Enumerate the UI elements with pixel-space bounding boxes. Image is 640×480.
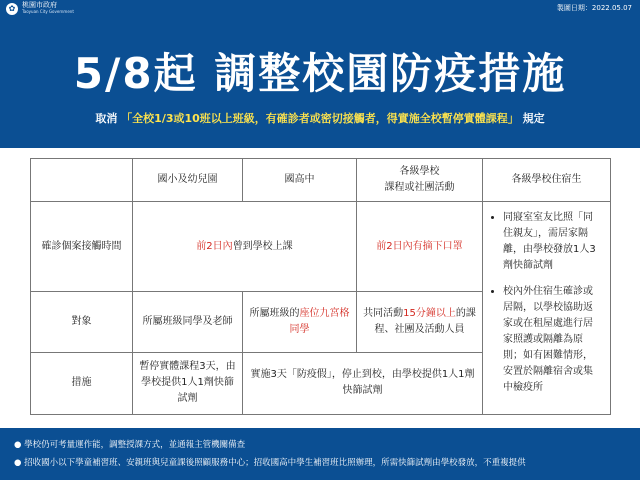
footer-note-2: ● 招收國小以下學童補習班、安親班與兒童課後照顧服務中心；招收國高中學生補習班比照辦理，所需快篩試劑由學校發放，不重複提供 <box>14 458 526 468</box>
org-name: 桃園市政府 <box>22 1 57 9</box>
contact-red-1: 前2日內 <box>196 240 233 252</box>
org-name-en: Taoyuan City Government <box>22 9 74 14</box>
header-secondary: 國高中 <box>243 159 357 202</box>
page-title: 5/8起 調整校園防疫措施 <box>73 49 567 98</box>
target-c2-prefix: 所屬班級的 <box>249 308 300 320</box>
dorm-item-1: • 同寢室室友比照「同住親友」，需居家隔離，由學校發放1人3劑快篩試劑 <box>503 210 602 274</box>
target-c3-suffix: 的課程、社團及活動人員 <box>374 308 476 336</box>
header-activities-line2: 課程或社團活動 <box>384 182 455 193</box>
footer-note-1: ● 學校仍可考量運作能，調整授課方式，並通報主管機關備查 <box>14 440 246 450</box>
dorm-list <box>491 210 602 396</box>
cell-target-elementary: 所屬班級同學及老師 <box>133 292 243 352</box>
cell-measure-secondary: 實施3天「防疫假」，停止到校，由學校提供1人1劑快篩試劑 <box>243 352 483 414</box>
cell-contact-schools <box>133 202 357 292</box>
target-c2-red: 座位九宮格同學 <box>289 308 350 336</box>
cell-dorm <box>483 202 611 415</box>
footer-notes <box>0 428 640 480</box>
target-c3-prefix: 共同活動 <box>363 308 404 320</box>
subtitle-suffix: 規定 <box>522 112 545 125</box>
city-logo-icon: ✿ <box>6 3 18 15</box>
dorm-item-2: • 校內外住宿生確診或居隔，以學校協助返家或在租屋處進行居家照護或隔離為原則；如有困難情形，安置於隔離宿舍或集中檢疫所 <box>503 284 602 396</box>
measures-table-wrapper <box>30 158 610 415</box>
row-label-measure: 措施 <box>31 352 133 414</box>
cell-target-secondary <box>243 292 357 352</box>
top-bar <box>0 0 640 18</box>
table-row-contact <box>31 202 611 292</box>
table-header-row <box>31 159 611 202</box>
header-dorm: 各級學校住宿生 <box>483 159 611 202</box>
cell-target-activities <box>357 292 483 352</box>
contact-rest-1: 曾到學校上課 <box>232 240 293 252</box>
header-activities <box>357 159 483 202</box>
subtitle <box>0 110 640 126</box>
subtitle-prefix: 取消 <box>95 112 118 125</box>
row-label-contact: 確診個案接觸時間 <box>31 202 133 292</box>
measures-table <box>30 158 611 415</box>
header-empty <box>31 159 133 202</box>
row-label-target: 對象 <box>31 292 133 352</box>
cell-measure-elementary: 暫停實體課程3天，由學校提供1人1劑快篩試劑 <box>133 352 243 414</box>
date-label: 製圖日期：2022.05.07 <box>556 4 632 12</box>
target-c3-red: 15分鐘以上 <box>403 308 456 320</box>
cell-contact-activities: 前2日內有摘下口罩 <box>357 202 483 292</box>
subtitle-main: 「全校1/3或10班以上班級，有確診者或密切接觸者，得實施全校暫停實體課程」 <box>121 112 519 125</box>
header-elementary: 國小及幼兒園 <box>133 159 243 202</box>
header-activities-line1: 各級學校 <box>399 166 440 177</box>
header-banner <box>0 0 640 148</box>
